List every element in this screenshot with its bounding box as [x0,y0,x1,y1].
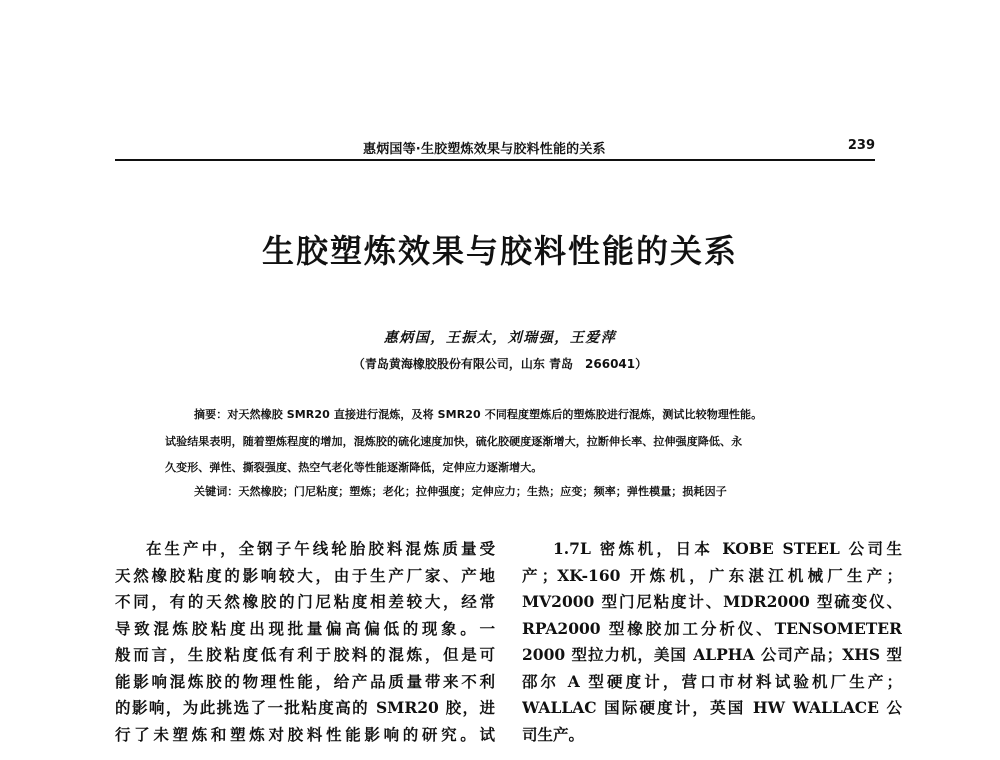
body-line: 2000 型拉力机，美国 ALPHA 公司产品；XHS 型 [522,645,902,664]
body-left-column [115,536,495,748]
running-head [115,138,875,158]
body-line: 导致混炼胶粘度出现批量偏高偏低的现象。一 [115,618,495,638]
body-line: 天然橡胶粘度的影响较大，由于生产厂家、产地 [115,565,495,585]
abstract-line-3: 久变形、弹性、撕裂强度、热空气老化等性能逐渐降低，定伸应力逐渐增大。 [165,461,543,474]
body-line: RPA2000 型橡胶加工分析仪、TENSOMETER [522,618,902,638]
keywords-label: 关键词： [194,485,239,498]
body-line: WALLAC 国际硬度计，英国 HW WALLACE 公 [522,698,902,717]
abstract-line-2: 试验结果表明，随着塑炼程度的增加，混炼胶的硫化速度加快，硫化胶硬度逐渐增大，拉断伸长率、拉伸强度降低、永 [165,435,743,448]
body-line: 产；XK-160 开炼机，广东湛江机械厂生产； [522,565,902,585]
author-affiliation: （青岛黄海橡胶股份有限公司，山东 青岛 266041） [352,357,648,371]
body-line: 1.7L 密炼机，日本 KOBE STEEL 公司生 [553,539,902,558]
running-head-title: 惠炳国等·生胶塑炼效果与胶料性能的关系 [363,142,606,157]
author-list: 惠炳国，王振太，刘瑞强，王爱萍 [383,330,617,346]
body-line: 在生产中，全钢子午线轮胎胶料混炼质量受 [146,539,495,558]
body-line: 能影响混炼胶的物理性能，给产品质量带来不利 [115,671,495,691]
abstract-label: 摘要： [194,408,228,421]
abstract-line-1 [194,406,762,422]
body-line: 的影响，为此挑选了一批粘度高的 SMR20 胶，进 [115,698,495,717]
header-rule [115,159,875,161]
body-line: 邵尔 A 型硬度计，营口市材料试验机厂生产； [522,671,902,691]
body-right-column [522,536,902,748]
keywords-line [194,483,727,499]
body-line: MV2000 型门尼粘度计、MDR2000 型硫变仪、 [522,592,902,611]
body-line: 行了未塑炼和塑炼对胶料性能影响的研究。试 [115,724,495,744]
keywords-text: 天然橡胶；门尼粘度；塑炼；老化；拉伸强度；定伸应力；生热；应变；频率；弹性模量；损耗因子 [238,485,727,498]
page-number: 239 [847,138,875,153]
body-line: 不同，有的天然橡胶的门尼粘度相差较大，经常 [115,592,495,611]
body-line: 司生产。 [522,724,585,744]
article-title: 生胶塑炼效果与胶料性能的关系 [261,232,738,270]
abstract-text: 对天然橡胶 SMR20 直接进行混炼，及将 SMR20 不同程度塑炼后的塑炼胶进行混炼，测试比较物理性能。 [227,408,763,421]
body-line: 般而言，生胶粘度低有利于胶料的混炼，但是可 [115,645,495,664]
